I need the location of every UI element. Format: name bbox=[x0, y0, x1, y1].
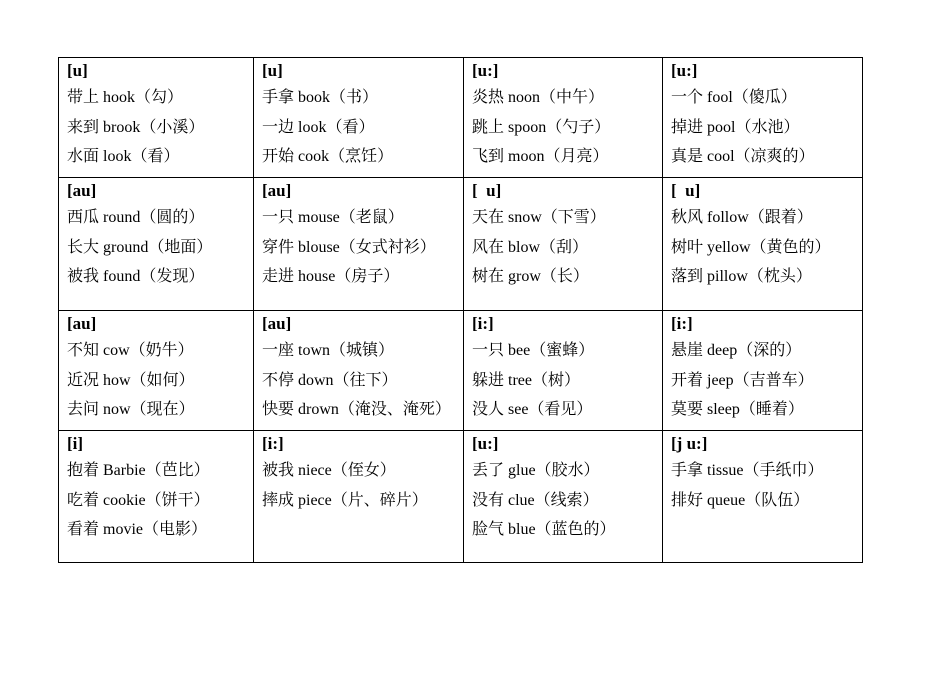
rhyme-line: 没人 see（看见） bbox=[472, 401, 593, 418]
phonics-cell bbox=[464, 311, 663, 431]
rhyme-line: 风在 blow（刮） bbox=[472, 238, 589, 256]
rhyme-line: 吃着 cookie（饼干） bbox=[67, 491, 210, 509]
rhyme-line: 掉进 pool（水池） bbox=[671, 118, 800, 136]
rhyme-line: 脸气 blue（蓝色的） bbox=[472, 521, 616, 538]
phonics-cell bbox=[254, 58, 464, 178]
rhyme-line: 没有 clue（线索） bbox=[472, 491, 599, 509]
rhyme-line: 悬崖 deep（深的） bbox=[671, 342, 802, 359]
phonics-cell bbox=[663, 431, 863, 563]
phonetic-symbol: [u] bbox=[67, 61, 88, 80]
table-row bbox=[59, 58, 863, 178]
rhyme-line: 摔成 piece（片、碎片） bbox=[262, 491, 428, 509]
rhyme-line: 一只 mouse（老鼠） bbox=[262, 209, 404, 226]
rhyme-line: 一边 look（看） bbox=[262, 118, 375, 136]
rhyme-line: 看着 movie（电影） bbox=[67, 521, 207, 538]
rhyme-line: 不停 down（往下） bbox=[262, 371, 398, 389]
phonetic-symbol: [au] bbox=[67, 314, 97, 333]
rhyme-line: 走进 house（房子） bbox=[262, 268, 400, 285]
rhyme-line: 莫要 sleep（睡着） bbox=[671, 401, 804, 418]
phonics-cell bbox=[59, 178, 254, 311]
rhyme-line: 不知 cow（奶牛） bbox=[67, 342, 194, 359]
rhyme-line: 炎热 noon（中午） bbox=[472, 89, 605, 106]
phonetic-symbol: [i:] bbox=[671, 314, 693, 333]
rhyme-line: 手拿 book（书） bbox=[262, 89, 379, 106]
rhyme-line: 来到 brook（小溪） bbox=[67, 118, 205, 136]
rhyme-line: 开着 jeep（吉普车） bbox=[671, 371, 814, 389]
rhyme-line: 去问 now（现在） bbox=[67, 401, 195, 418]
phonics-cell bbox=[464, 431, 663, 563]
phonetic-symbol: [u] bbox=[262, 61, 283, 80]
table-row bbox=[59, 178, 863, 311]
rhyme-line: 秋风 follow（跟着） bbox=[671, 209, 813, 226]
phonics-cell bbox=[59, 431, 254, 563]
rhyme-line: 穿件 blouse（女式衬衫） bbox=[262, 238, 436, 256]
table-row bbox=[59, 431, 863, 563]
rhyme-line: 树在 grow（长） bbox=[472, 268, 589, 285]
rhyme-line: 真是 cool（凉爽的） bbox=[671, 148, 815, 165]
phonics-table bbox=[58, 57, 863, 563]
rhyme-line: 开始 cook（烹饪） bbox=[262, 148, 394, 165]
rhyme-line: 带上 hook（勾） bbox=[67, 89, 184, 106]
phonetic-symbol: [i] bbox=[67, 434, 84, 453]
phonics-cell bbox=[254, 431, 464, 563]
rhyme-line: 树叶 yellow（黄色的） bbox=[671, 238, 831, 256]
rhyme-line: 被我 niece（侄女） bbox=[262, 462, 396, 479]
phonetic-symbol: [u:] bbox=[472, 434, 499, 453]
phonetic-symbol: [u:] bbox=[671, 61, 698, 80]
rhyme-line: 跳上 spoon（勺子） bbox=[472, 118, 611, 136]
rhyme-line: 抱着 Barbie（芭比） bbox=[67, 462, 210, 479]
rhyme-line: 手拿 tissue（手纸巾） bbox=[671, 462, 824, 479]
phonics-table-body bbox=[59, 58, 863, 563]
rhyme-line: 被我 found（发现） bbox=[67, 268, 205, 285]
phonics-cell bbox=[59, 58, 254, 178]
phonics-cell bbox=[663, 311, 863, 431]
rhyme-line: 排好 queue（队伍） bbox=[671, 491, 810, 509]
phonics-cell bbox=[663, 58, 863, 178]
phonetic-symbol: [i:] bbox=[262, 434, 284, 453]
rhyme-line: 飞到 moon（月亮） bbox=[472, 148, 609, 165]
rhyme-line: 西瓜 round（圆的） bbox=[67, 209, 205, 226]
phonics-cell bbox=[59, 311, 254, 431]
phonics-cell bbox=[254, 178, 464, 311]
phonics-cell bbox=[464, 178, 663, 311]
phonics-cell bbox=[464, 58, 663, 178]
rhyme-line: 一个 fool（傻瓜） bbox=[671, 89, 797, 106]
phonetic-symbol: [u:] bbox=[472, 61, 499, 80]
phonetic-symbol: [ u] bbox=[671, 181, 701, 200]
rhyme-line: 水面 look（看） bbox=[67, 148, 180, 165]
phonetic-symbol: [au] bbox=[67, 181, 97, 200]
rhyme-line: 天在 snow（下雪） bbox=[472, 209, 606, 226]
rhyme-line: 丢了 glue（胶水） bbox=[472, 462, 600, 479]
phonics-cell bbox=[663, 178, 863, 311]
rhyme-line: 快要 drown（淹没、淹死） bbox=[262, 401, 451, 418]
phonetic-symbol: [j u:] bbox=[671, 434, 708, 453]
rhyme-line: 长大 ground（地面） bbox=[67, 238, 213, 256]
rhyme-line: 躲进 tree（树） bbox=[472, 371, 580, 389]
rhyme-line: 落到 pillow（枕头） bbox=[671, 268, 812, 285]
rhyme-line: 一座 town（城镇） bbox=[262, 342, 395, 359]
rhyme-line: 近况 how（如何） bbox=[67, 371, 195, 389]
phonetic-symbol: [au] bbox=[262, 181, 292, 200]
phonetic-symbol: [i:] bbox=[472, 314, 494, 333]
phonics-cell bbox=[254, 311, 464, 431]
phonetic-symbol: [au] bbox=[262, 314, 292, 333]
phonetic-symbol: [ u] bbox=[472, 181, 502, 200]
rhyme-line: 一只 bee（蜜蜂） bbox=[472, 342, 595, 359]
table-row bbox=[59, 311, 863, 431]
